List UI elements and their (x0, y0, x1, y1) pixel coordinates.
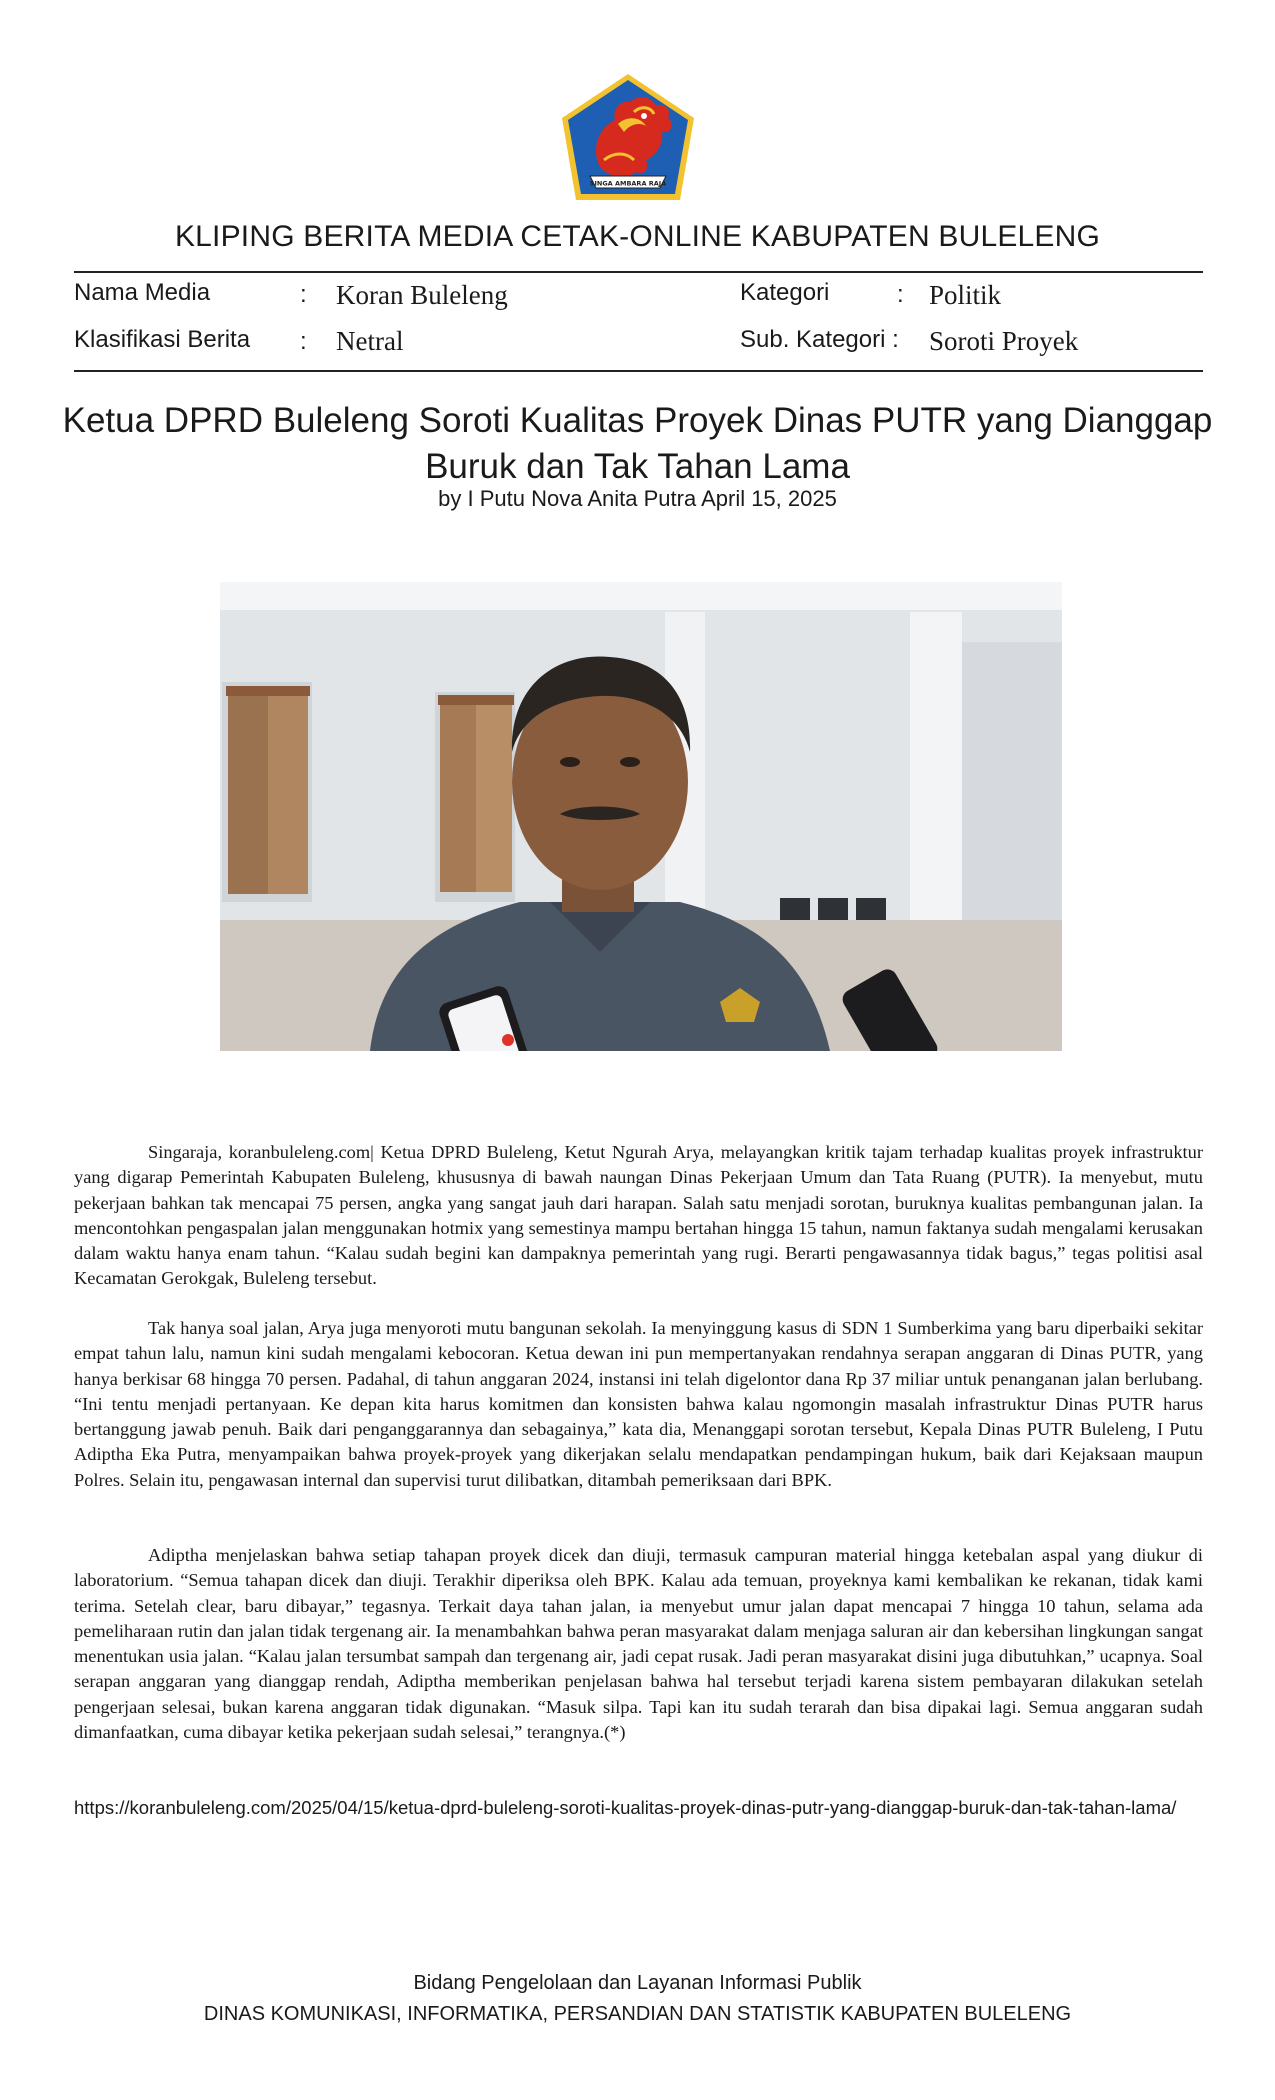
classification-value: Netral (336, 326, 404, 356)
svg-text:SINGA AMBARA RAJA: SINGA AMBARA RAJA (589, 179, 667, 188)
footer-division: Bidang Pengelolaan dan Layanan Informasi Publik (413, 1972, 862, 1994)
clipping-title: KLIPING BERITA MEDIA CETAK-ONLINE KABUPATEN BULELENG (174, 220, 1101, 253)
classification-label: Klasifikasi Berita (74, 326, 251, 353)
article-headline (60, 398, 1215, 490)
subcategory-value: Soroti Proyek (929, 326, 1079, 356)
article-photo (220, 582, 1062, 1051)
category-colon: : (897, 281, 904, 308)
article-paragraph-1: Singaraja, koranbuleleng.com| Ketua DPRD Buleleng, Ketut Ngurah Arya, melayangkan kritik tajam terhadap kualitas proyek infrastruktur yang digarap Pemerintah Kabupaten Buleleng, khususnya di bawah naungan Dinas Pekerjaan Umum dan Tata Ruang (PUTR). Ia menyebut, mutu pekerjaan bahkan tak mencapai 75 persen, angka yang sangat jauh dari harapan. Salah satu menjadi sorotan, buruknya kualitas pembangunan jalan. Ia mencontohkan pengaspalan jalan menggunakan hotmix yang semestinya mampu bertahan hingga 15 tahun, namun faktanya sudah mengalami kerusakan dalam waktu hanya enam tahun. “Kalau sudah begini kan dampaknya pemerintah yang rugi. Berarti pengawasannya tidak bagus,” tegas politisi asal Kecamatan Gerokgak, Buleleng tersebut. (74, 1142, 1203, 1289)
footer-agency: DINAS KOMUNIKASI, INFORMATIKA, PERSANDIAN DAN STATISTIK KABUPATEN BULELENG (203, 2003, 1072, 2025)
media-name-label: Nama Media (74, 279, 211, 306)
header-divider-bottom (74, 370, 1203, 372)
category-label: Kategori (740, 279, 830, 306)
buleleng-crest-logo (560, 72, 696, 202)
article-paragraph-2: Tak hanya soal jalan, Arya juga menyoroti mutu bangunan sekolah. Ia menyinggung kasus di SDN 1 Sumberkima yang baru diperbaiki sekitar empat tahun lalu, namun kini sudah mengalami kebocoran. Ketua dewan ini pun mempertanyakan rendahnya serapan anggaran di Dinas PUTR, yang hanya berkisar 68 hingga 70 persen. Padahal, di tahun anggaran 2024, instansi ini telah digelontor dana Rp 37 miliar untuk penanganan jalan berlubang. “Ini tentu menjadi pertanyaan. Ke depan kita harus komitmen dan konsisten bahwa kalau ngomongin masalah infrastruktur Dinas PUTR harus bertanggung jawab penuh. Baik dari penganggarannya dan sebagainya,” kata dia, Menanggapi sorotan tersebut, Kepala Dinas PUTR Buleleng, I Putu Adiptha Eka Putra, menyampaikan bahwa proyek-proyek yang dikerjakan selalu mendapatkan pendampingan hukum, baik dari Kejaksaan maupun Polres. Selain itu, pengawasan internal dan supervisi turut dilibatkan, ditambah pemeriksaan dari BPK. (74, 1318, 1203, 1490)
header-divider-top (74, 271, 1203, 273)
classification-colon: : (300, 328, 307, 355)
article-source-link[interactable]: https://koranbuleleng.com/2025/04/15/ketua-dprd-buleleng-soroti-kualitas-proyek-dinas-putr-yang-dianggap-buruk-dan-tak-tahan-lama/ (74, 1797, 1177, 1818)
media-name-value: Koran Buleleng (336, 280, 508, 310)
headline-line-2: Buruk dan Tak Tahan Lama (425, 447, 850, 486)
category-value: Politik (929, 280, 1002, 310)
headline-line-1: Ketua DPRD Buleleng Soroti Kualitas Proyek Dinas PUTR yang Dianggap (62, 401, 1213, 440)
article-byline: by I Putu Nova Anita Putra April 15, 2025 (438, 486, 837, 511)
subcategory-label: Sub. Kategori : (740, 326, 899, 353)
article-paragraph-3: Adiptha menjelaskan bahwa setiap tahapan proyek dicek dan diuji, termasuk campuran material hingga ketebalan aspal yang diukur di laboratorium. “Semua tahapan dicek dan diuji. Terakhir diperiksa oleh BPK. Kalau ada temuan, proyeknya kami kembalikan ke rekanan, tidak kami terima. Setelah clear, baru dibayar,” tegasnya. Terkait daya tahan jalan, ia menyebut umur jalan dapat mencapai 7 hingga 10 tahun, selama ada pemeliharaan rutin dan jalan tidak tergenang air. Ia menambahkan bahwa peran masyarakat dalam menjaga saluran air dan kebersihan lingkungan sangat menentukan usia jalan. “Kalau jalan tersumbat sampah dan tergenang air, jadi cepat rusak. Jadi peran masyarakat disini juga dibutuhkan,” ucapnya. Soal serapan anggaran yang dianggap rendah, Adiptha memberikan penjelasan bahwa hal tersebut terjadi karena sistem pembayaran dilakukan setelah pengerjaan selesai, bukan karena anggaran tidak digunakan. “Masuk silpa. Tapi kan itu sudah terarah dan bisa dipakai lagi. Semua anggaran sudah dimanfaatkan, cuma dibayar ketika pekerjaan sudah selesai,” terangnya.(*) (74, 1545, 1203, 1743)
media-name-colon: : (300, 281, 307, 308)
